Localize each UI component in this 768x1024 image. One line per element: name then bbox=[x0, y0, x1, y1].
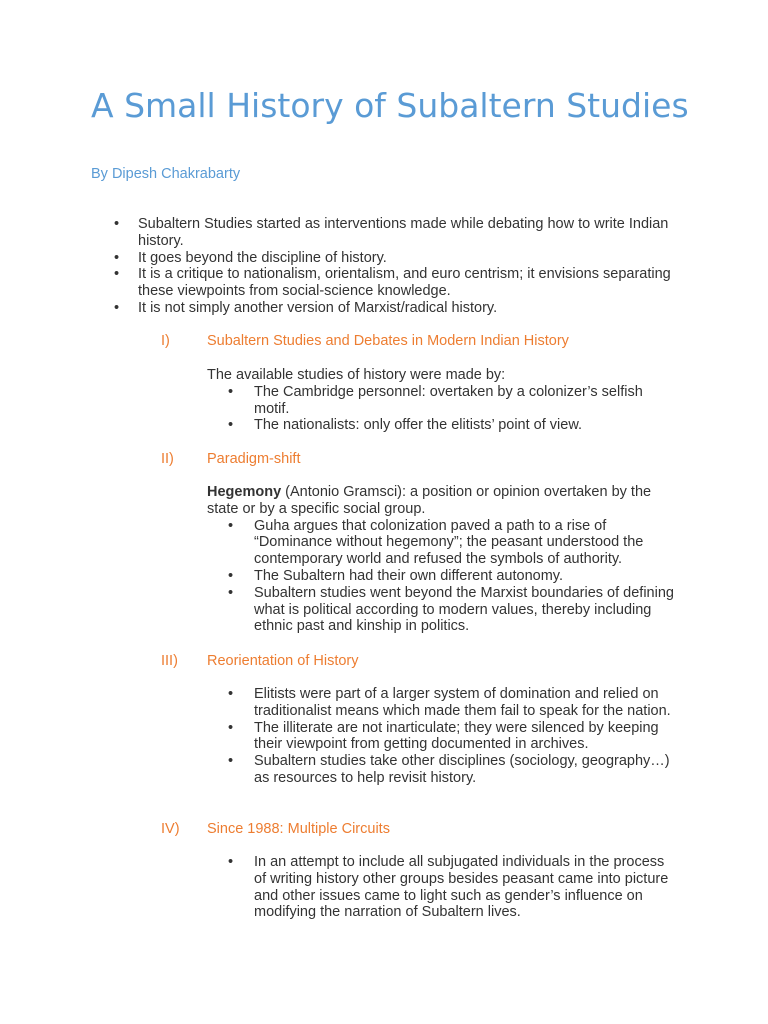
intro-bullet-list bbox=[112, 216, 672, 317]
section-body-3 bbox=[207, 686, 677, 787]
list-item: • The Cambridge personnel: overtaken by a colonizer’s selfish motif. bbox=[207, 384, 677, 418]
list-item: • It goes beyond the discipline of history. bbox=[112, 250, 672, 267]
section-title: Reorientation of History bbox=[207, 653, 359, 669]
term-definition: (Antonio Gramsci): a position or opinion overtaken by the state or by a specific social group. bbox=[207, 484, 652, 517]
section-body-1 bbox=[207, 367, 677, 434]
section-heading-1 bbox=[161, 332, 569, 350]
list-item: • Elitists were part of a larger system of domination and relied on traditionalist means which made them fail to speak for the nation. bbox=[207, 686, 677, 720]
section-heading-4 bbox=[161, 820, 390, 838]
page-title: A Small History of Subaltern Studies bbox=[91, 86, 689, 125]
section-number: I) bbox=[161, 333, 170, 349]
section-number: III) bbox=[161, 653, 178, 669]
paragraph: The available studies of history were made by: bbox=[207, 367, 506, 383]
section-title: Subaltern Studies and Debates in Modern Indian History bbox=[207, 333, 569, 349]
section-body-4 bbox=[207, 854, 677, 921]
section-title: Paradigm-shift bbox=[207, 451, 301, 467]
section-number: II) bbox=[161, 451, 174, 467]
term-hegemony: Hegemony bbox=[207, 484, 282, 500]
list-item: • Subaltern Studies started as interventions made while debating how to write Indian history. bbox=[112, 216, 672, 250]
list-item: • It is a critique to nationalism, orientalism, and euro centrism; it envisions separating these viewpoints from social-science knowledge. bbox=[112, 266, 672, 300]
byline: By Dipesh Chakrabarty bbox=[91, 166, 241, 182]
paragraph bbox=[207, 484, 677, 518]
list-item: • The nationalists: only offer the elitists’ point of view. bbox=[207, 417, 677, 434]
list-item: • In an attempt to include all subjugated individuals in the process of writing history other groups besides peasant came into picture and other issues came to light such as gender’s influence on modifying the narration of Subaltern lives. bbox=[207, 854, 677, 921]
list-item: • The Subaltern had their own different autonomy. bbox=[207, 568, 677, 585]
section-number: IV) bbox=[161, 821, 180, 837]
list-item: • Subaltern studies went beyond the Marxist boundaries of defining what is political according to modern values, thereby including ethnic past and kinship in politics. bbox=[207, 585, 677, 635]
list-item: • It is not simply another version of Marxist/radical history. bbox=[112, 300, 672, 317]
section-heading-3 bbox=[161, 652, 359, 670]
list-item: • The illiterate are not inarticulate; they were silenced by keeping their viewpoint from getting documented in archives. bbox=[207, 720, 677, 754]
section-title: Since 1988: Multiple Circuits bbox=[207, 821, 390, 837]
list-item: • Subaltern studies take other disciplines (sociology, geography…) as resources to help revisit history. bbox=[207, 753, 677, 787]
section-heading-2 bbox=[161, 450, 300, 468]
list-item: • Guha argues that colonization paved a path to a rise of “Dominance without hegemony”; the peasant understood the contemporary world and refused the symbols of authority. bbox=[207, 518, 677, 568]
section-body-2 bbox=[207, 484, 677, 635]
